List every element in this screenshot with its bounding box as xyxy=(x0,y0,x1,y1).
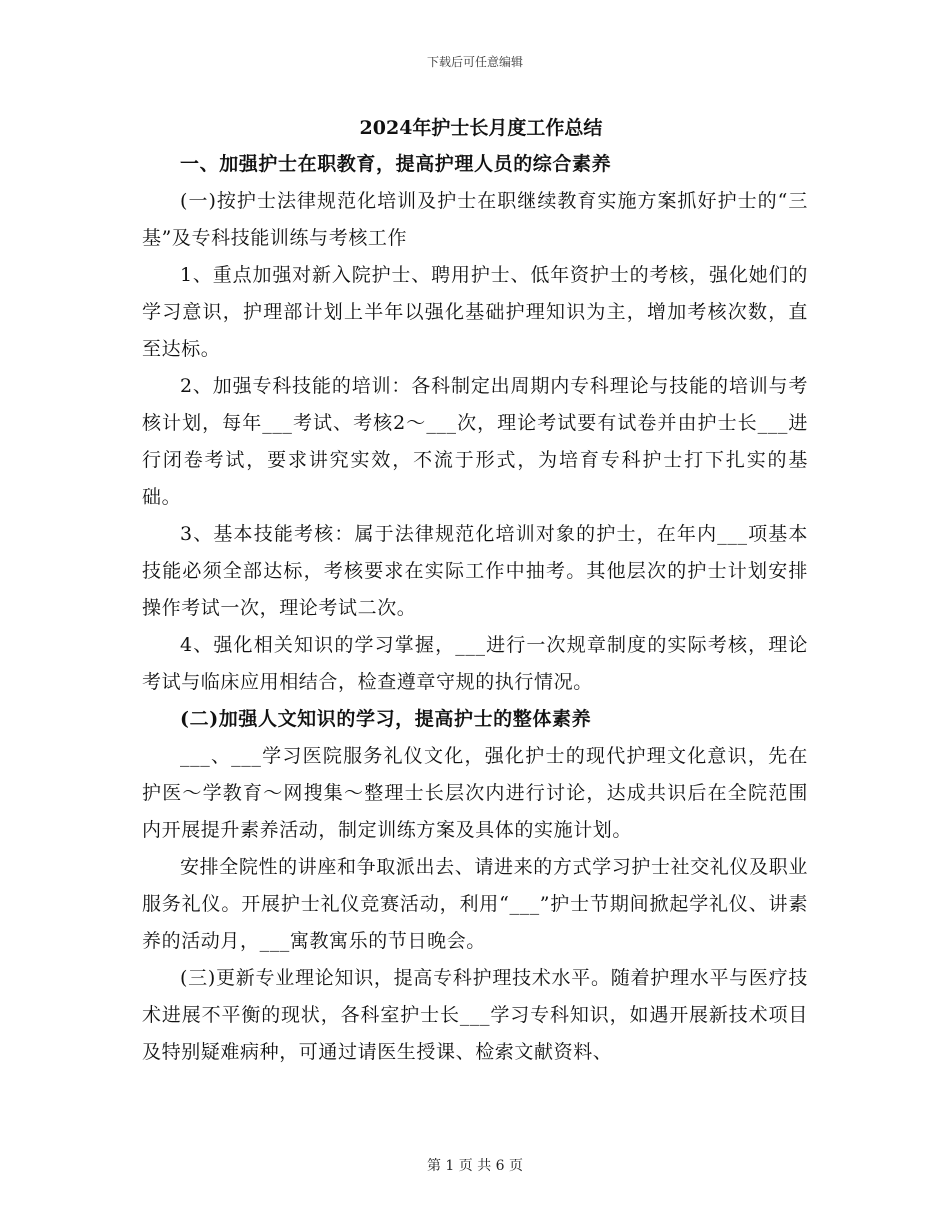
paragraph-subsection-1: (一)按护士法律规范化培训及护士在职继续教育实施方案抓好护士的“三基”及专科技能训练与考核工作 xyxy=(142,190,808,249)
page-number: 第 1 页 共 6 页 xyxy=(426,1158,524,1174)
paragraph-subsection-3: (三)更新专业理论知识，提高专科护理技术水平。随着护理水平与医疗技术进展不平衡的现状，各科室护士长___学习专科知识，如遇开展新技术项目及特别疑难病种，可通过请医生授课、检索文献资料、 xyxy=(142,967,808,1063)
paragraph-item-1: 1、重点加强对新入院护士、聘用护士、低年资护士的考核，强化她们的学习意识，护理部计划上半年以强化基础护理知识为主，增加考核次数，直至达标。 xyxy=(142,264,808,360)
paragraph-etiquette-activities: 安排全院性的讲座和争取派出去、请进来的方式学习护士社交礼仪及职业服务礼仪。开展护士礼仪竞赛活动，利用“___”护士节期间掀起学礼仪、讲素养的活动月，___寓教寓乐的节日晚会。 xyxy=(142,856,808,952)
paragraph-item-4: 4、强化相关知识的学习掌握，___进行一次规章制度的实际考核，理论考试与临床应用相结合，检查遵章守规的执行情况。 xyxy=(142,634,808,693)
paragraph-etiquette-study: ___、___学习医院服务礼仪文化，强化护士的现代护理文化意识，先在护医～学教育～网搜集～整理士长层次内进行讨论，达成共识后在全院范围内开展提升素养活动，制定训练方案及具体的实施计划。 xyxy=(142,745,808,841)
document-title: 2024年护士长月度工作总结 xyxy=(359,117,603,139)
page-header: 下载后可任意编辑 xyxy=(426,55,523,69)
paragraph-item-2: 2、加强专科技能的培训：各科制定出周期内专科理论与技能的培训与考核计划，每年___考试、考核2～___次，理论考试要有试卷并由护士长___进行闭卷考试，要求讲究实效，不流于形式，为培育专科护士打下扎实的基础。 xyxy=(142,375,808,508)
section-heading-1: 一、加强护士在职教育，提高护理人员的综合素养 xyxy=(180,153,612,175)
paragraph-item-3: 3、基本技能考核：属于法律规范化培训对象的护士，在年内___项基本技能必须全部达标，考核要求在实际工作中抽考。其他层次的护士计划安排操作考试一次，理论考试二次。 xyxy=(142,523,808,619)
document-body xyxy=(142,110,808,1071)
section-heading-2: (二)加强人文知识的学习，提高护士的整体素养 xyxy=(180,708,592,730)
